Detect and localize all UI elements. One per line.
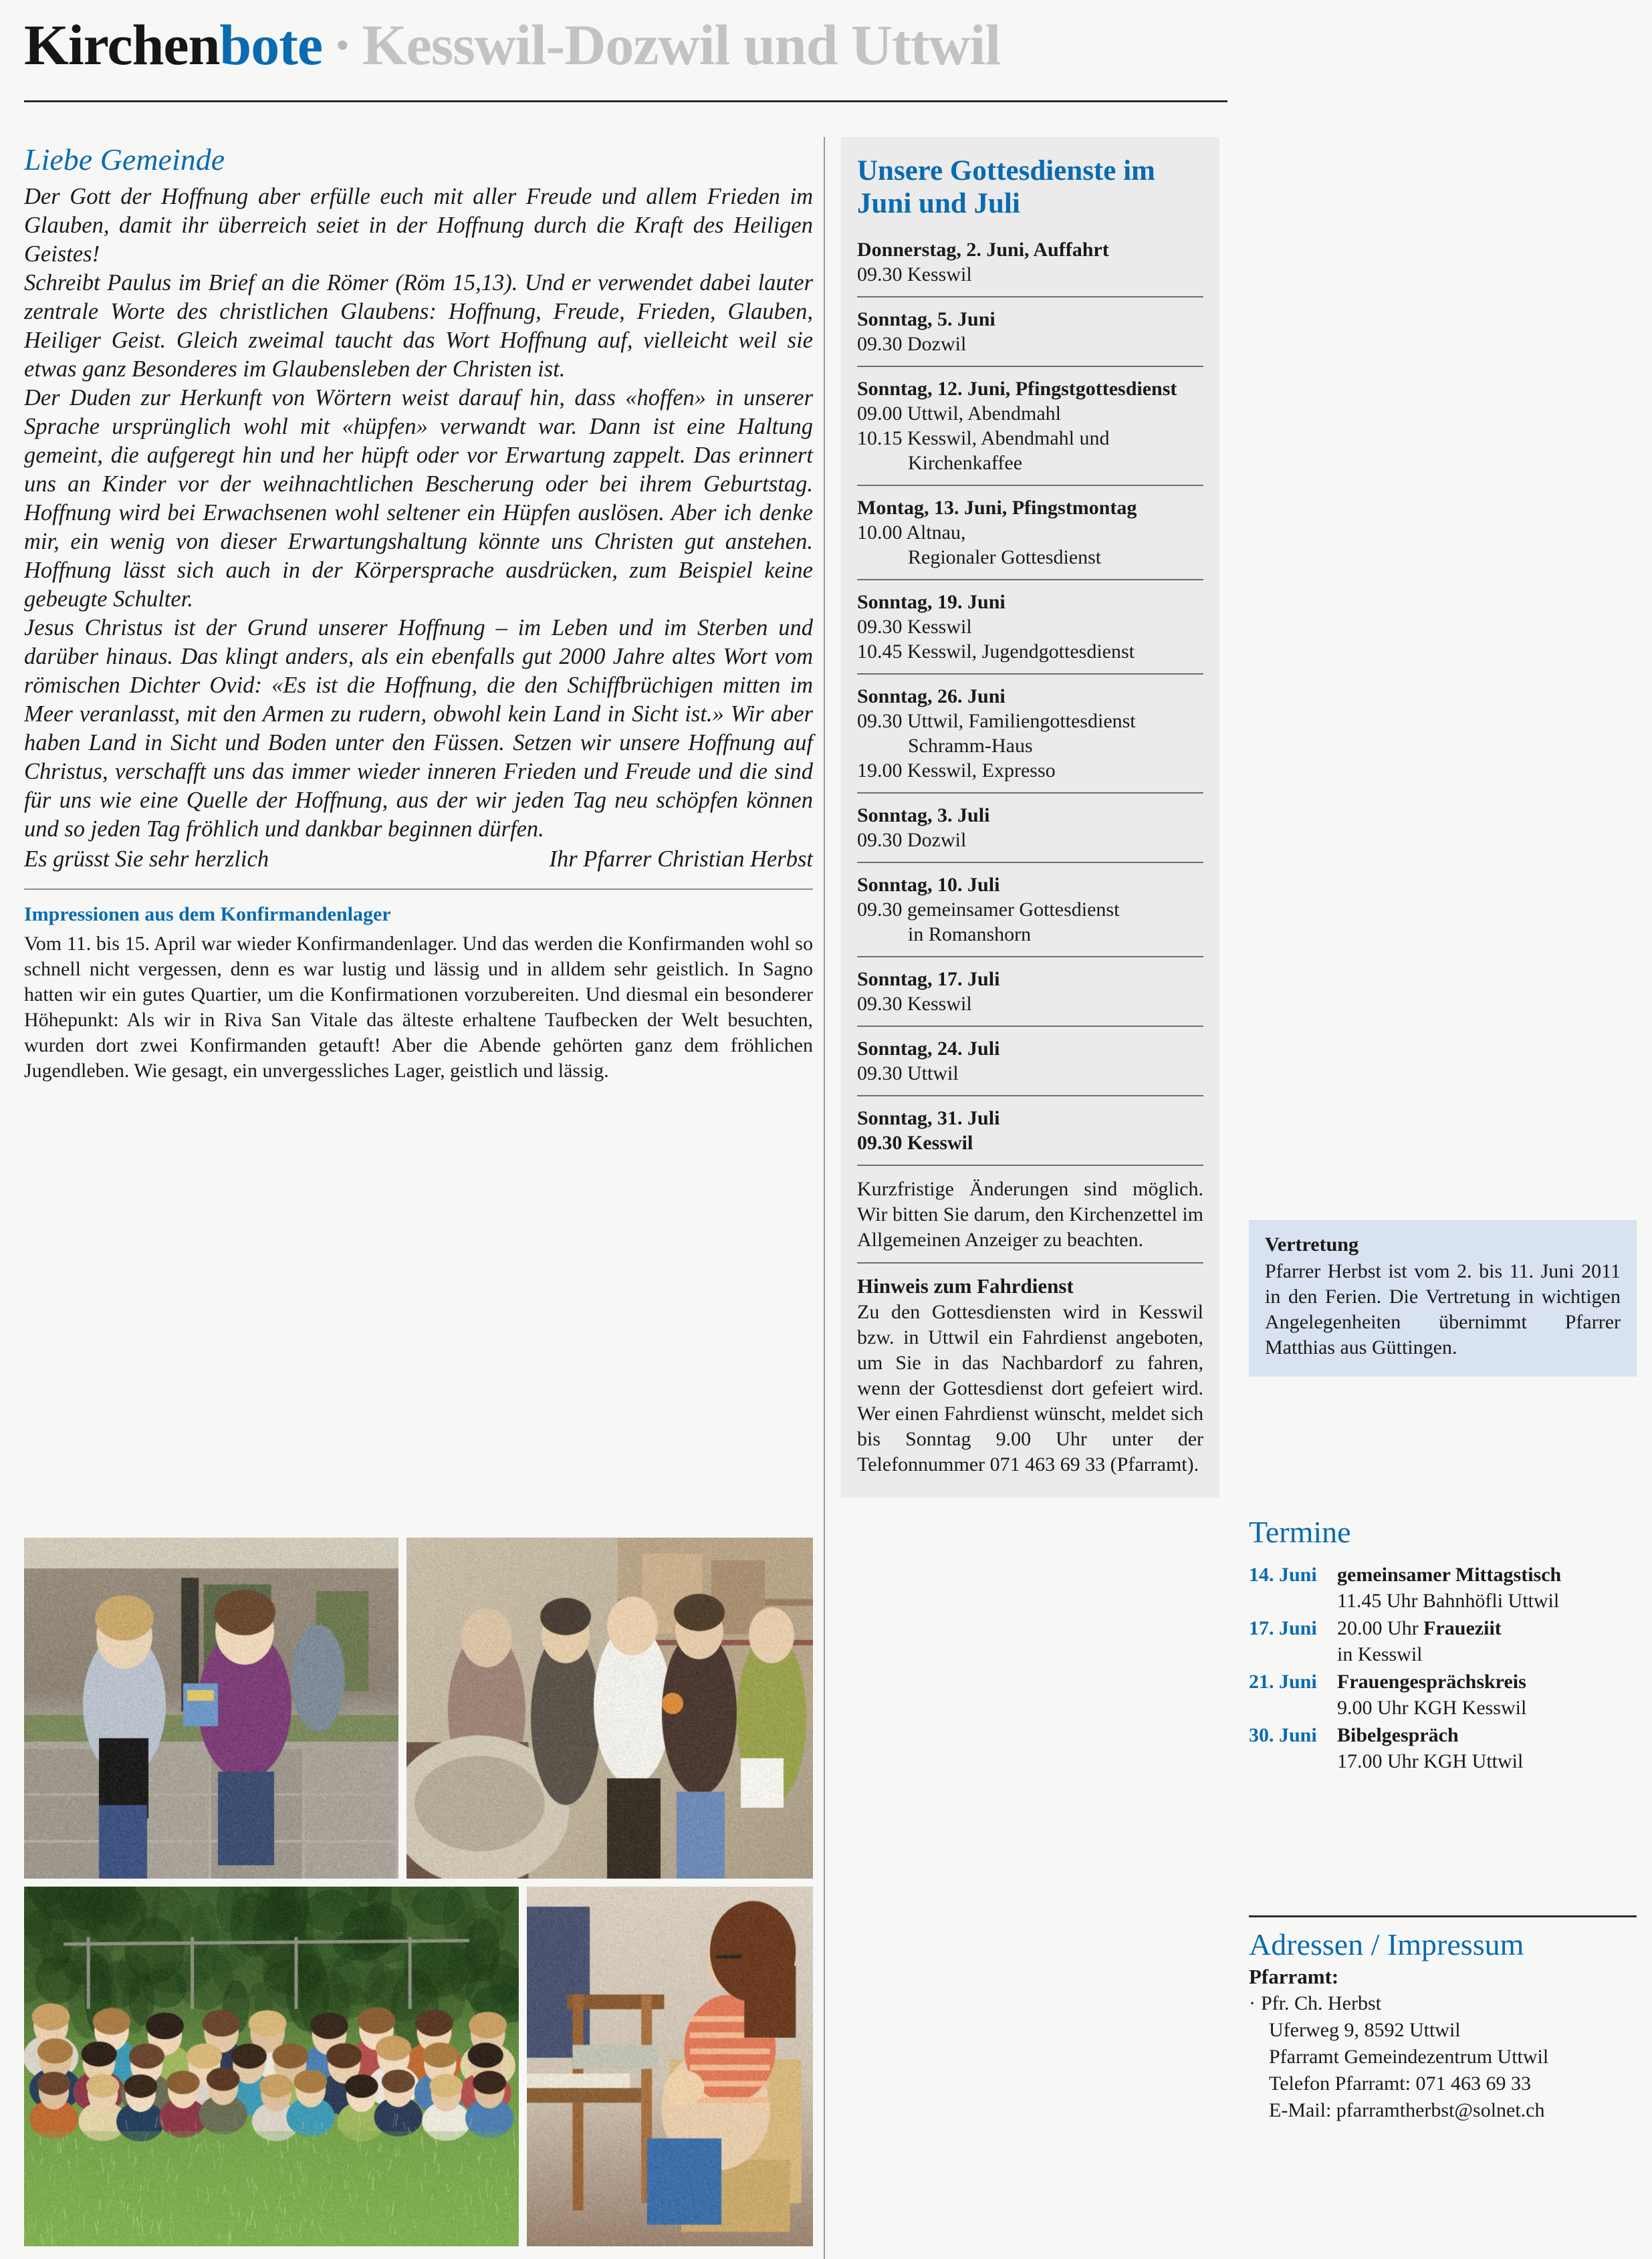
impressions-heading: Impressionen aus dem Konfirmandenlager [24,903,391,926]
termine-row [1249,1722,1637,1774]
termine-date: 21. Juni [1249,1671,1317,1693]
service-time: 10.45 Kesswil, Jugendgottesdienst [857,640,1135,663]
services-panel [841,137,1219,1498]
service-time: 09.30 Uttwil, Familiengottesdienst [857,710,1136,732]
service-date: Sonntag, 31. Juli [857,1107,1000,1129]
service-time: 09.30 Kesswil [857,1132,973,1154]
greeting-paragraph: Jesus Christus ist der Grund unserer Hoffnung – im Leben und im Sterben und darüber hinaus. Das klingt anders, als ein ebenfalls gut 2000 Jahre altes Wort vom römischen Dichter Ovid: «Es ist die Hoffnung, die den Schiffbrüchigen mitten im Meer veranlasst, mit den Armen zu rudern, obwohl kein Land in Sicht ist.» Wir aber haben Land in Sicht und Boden unter den Füssen. Setzen wir unsere Hoffnung auf Christus, verschafft uns das immer wieder inneren Frieden und Freude und die sind für uns wie eine Quelle der Hoffnung, aus der wir jeden Tag neu schöpfen können und so jeden Tag fröhlich und dankbar beginnen dürfen. [24,615,813,842]
photo-group-on-lawn [24,1887,519,2246]
photo-girl-seated-table [527,1887,813,2246]
termine-title-line [1337,1615,1502,1641]
termine-date: 14. Juni [1249,1564,1317,1586]
service-entry [857,1026,1203,1095]
service-date: Sonntag, 26. Juni [857,685,1006,707]
service-entry [857,296,1203,366]
termine-event-title: gemeinsamer Mittagstisch [1337,1564,1562,1586]
column-divider-rule [824,137,825,2259]
photo-two-teens-outdoors [24,1538,398,1879]
addresses-lines [1249,1990,1637,2124]
termine-row [1249,1669,1637,1721]
greeting-paragraph: Schreibt Paulus im Brief an die Römer (Röm 15,13). Und er verwendet dabei lauter zentrale Worte des christlichen Glaubens: Hoffnung, Freude, Frieden, Glauben, Heiliger Geist. Gleich zweimal taucht das Wort Hoffnung auf, vielleicht weil sie etwas ganz Besonderes im Glaubensleben der Christen ist. [24,270,813,382]
termine-title: Termine [1249,1515,1351,1549]
service-date: Sonntag, 17. Juli [857,968,1000,990]
termine-detail: 11.45 Uhr Bahnhöfli Uttwil [1337,1590,1560,1612]
driving-service-heading: Hinweis zum Fahrdienst [857,1262,1203,1298]
service-time: 09.30 Kesswil [857,263,972,285]
address-line: Uferweg 9, 8592 Uttwil [1269,2019,1461,2041]
substitution-text: Pfarrer Herbst ist vom 2. bis 11. Juni 2011 in den Ferien. Die Vertretung in wichtigen Angelegenheiten übernimmt Pfarrer Matthias aus Güttingen. [1265,1260,1621,1358]
service-time: 09.30 Dozwil [857,829,967,851]
services-changes-note: Kurzfristige Änderungen sind möglich. Wir bitten Sie darum, den Kirchenzettel im Allgemeinen Anzeiger zu beachten. [857,1165,1203,1253]
service-entry [857,366,1203,485]
greeting-heading: Liebe Gemeinde [24,142,225,176]
substitution-box [1249,1220,1637,1377]
address-line: E-Mail: pfarramtherbst@solnet.ch [1269,2099,1545,2121]
address-bullet: · [1249,1992,1256,2014]
service-date: Donnerstag, 2. Juni, Auffahrt [857,239,1109,261]
service-date: Sonntag, 12. Juni, Pfingstgottesdienst [857,378,1177,400]
signature-greeting: Es grüsst Sie sehr herzlich [24,846,269,872]
addresses-label: Pfarramt: [1249,1965,1339,1988]
termine-detail: in Kesswil [1337,1643,1423,1665]
service-time: 09.30 Kesswil [857,993,972,1015]
services-list [857,237,1203,1165]
termine-time-prefix: 20.00 Uhr [1337,1617,1424,1639]
driving-service-text: Zu den Gottesdiensten wird in Kesswil bzw. in Uttwil ein Fahrdienst angeboten, um Sie in das Nachbardorf zu fahren, wenn der Gottesdienst dort gefeiert wird. Wer einen Fahrdienst wünscht, meldet sich bis Sonntag 9.00 Uhr unter der Telefonnummer 071 463 69 33 (Pfarramt). [857,1301,1203,1475]
section-divider [24,888,813,890]
masthead-title [24,13,1629,77]
services-title: Unsere Gottesdienste im Juni und Juli [857,155,1155,219]
termine-event-title: Fraueziit [1423,1617,1502,1639]
greeting-paragraph: Der Gott der Hoffnung aber erfülle euch mit aller Freude und allem Frieden im Glauben, damit ihr überreich seiet in der Hoffnung durch die Kraft des Heiligen Geistes! [24,184,813,267]
masthead-title-accent: bote [219,13,323,77]
termine-event-title: Bibelgespräch [1337,1724,1459,1746]
service-entry [857,792,1203,862]
service-time: Schramm-Haus [908,735,1033,757]
termine-body [1337,1562,1561,1614]
service-date: Sonntag, 3. Juli [857,804,990,826]
service-time: 09.00 Uttwil, Abendmahl [857,402,1061,425]
termine-event-title: Frauengesprächskreis [1337,1671,1526,1693]
service-time: in Romanshorn [908,923,1032,945]
termine-title-line [1337,1562,1561,1588]
addresses-title: Adressen / Impressum [1249,1927,1524,1961]
termine-list [1249,1562,1637,1774]
masthead [24,13,1629,96]
service-date: Sonntag, 24. Juli [857,1038,1000,1060]
addresses-section [1249,1915,1637,2124]
termine-detail: 17.00 Uhr KGH Uttwil [1337,1750,1524,1772]
masthead-title-primary: Kirchen [24,13,220,77]
substitution-heading: Vertretung [1265,1233,1359,1256]
termine-detail: 9.00 Uhr KGH Kesswil [1337,1697,1527,1719]
masthead-rule [24,100,1227,102]
termine-row [1249,1562,1637,1614]
service-date: Sonntag, 5. Juni [857,308,995,330]
left-column [24,144,813,1084]
service-entry [857,862,1203,956]
service-time: 09.30 gemeinsamer Gottesdienst [857,899,1120,921]
termine-body [1337,1669,1526,1721]
address-line: · Pfr. Ch. Herbst [1249,1992,1381,2014]
service-date: Sonntag, 10. Juli [857,874,1000,896]
impressions-body: Vom 11. bis 15. April war wieder Konfirmandenlager. Und das werden die Konfirmanden wohl so schnell nicht vergessen, denn es war lustig und lässig und in alldem sehr geistlich. In Sagno hatten wir ein gutes Quartier, um die Konfirmationen vorzubereiten. Und diesmal ein besonderer Höhepunkt: Als wir in Riva San Vitale das älteste erhaltene Taufbecken der Welt besuchten, wurden dort zwei Konfirmanden getauft! Aber die Abende gehörten ganz dem fröhlichen Jugendleben. Wie gesagt, ein unvergessliches Lager, geistlich und lässig. [24,933,813,1082]
termine-row [1249,1615,1637,1667]
termine-title-line [1337,1669,1526,1695]
service-entry [857,673,1203,792]
service-time: Kirchenkaffee [908,452,1023,474]
service-date: Sonntag, 19. Juni [857,591,1006,613]
greeting-body [24,183,813,844]
address-line: Telefon Pfarramt: 071 463 69 33 [1269,2072,1531,2095]
address-line: Pfarramt Gemeindezentrum Uttwil [1269,2046,1549,2068]
service-time: 19.00 Kesswil, Expresso [857,759,1056,782]
signature-line [24,845,813,874]
service-entry [857,237,1203,296]
service-entry [857,579,1203,673]
service-entry [857,1095,1203,1165]
addresses-rule [1249,1915,1637,1917]
termine-date: 17. Juni [1249,1617,1317,1639]
photo-baptism-font-group [406,1538,813,1879]
masthead-subtitle: Kesswil-Dozwil und Uttwil [362,13,1001,77]
termine-body [1337,1615,1502,1667]
termine-body [1337,1722,1523,1774]
service-time: 09.30 Dozwil [857,333,967,355]
termine-title-line [1337,1722,1523,1748]
masthead-separator: · [333,13,352,77]
service-entry [857,485,1203,579]
photo-collage [24,1538,813,2246]
service-time: 10.00 Altnau, [857,521,966,544]
service-time: 10.15 Kesswil, Abendmahl und [857,427,1110,449]
service-time: Regionaler Gottesdienst [908,546,1102,568]
signature-author: Ihr Pfarrer Christian Herbst [549,846,813,872]
service-date: Montag, 13. Juni, Pfingstmontag [857,497,1137,519]
service-time: 09.30 Uttwil [857,1062,959,1084]
service-time: 09.30 Kesswil [857,616,972,638]
termine-section [1249,1514,1637,1776]
termine-date: 30. Juni [1249,1724,1317,1746]
service-entry [857,956,1203,1026]
greeting-paragraph: Der Duden zur Herkunft von Wörtern weist darauf hin, dass «hoffen» in unserer Sprache ursprünglich wohl mit «hüpfen» verwandt war. Dann ist eine Haltung gemeint, die aufgeregt hin und her hüpft oder vor Erwartung zappelt. Das erinnert uns an Kinder vor der weihnachtlichen Bescherung oder bei ihrem Geburtstag. Hoffnung wird bei Erwachsenen wohl seltener ein Hüpfen auslösen. Aber ich denke mir, ein wenig von dieser Erwartungshaltung könnte uns Christen gut anstehen. Hoffnung lässt sich auch in der Körpersprache ausdrücken, zum Beispiel keine gebeugte Schulter. [24,385,813,612]
